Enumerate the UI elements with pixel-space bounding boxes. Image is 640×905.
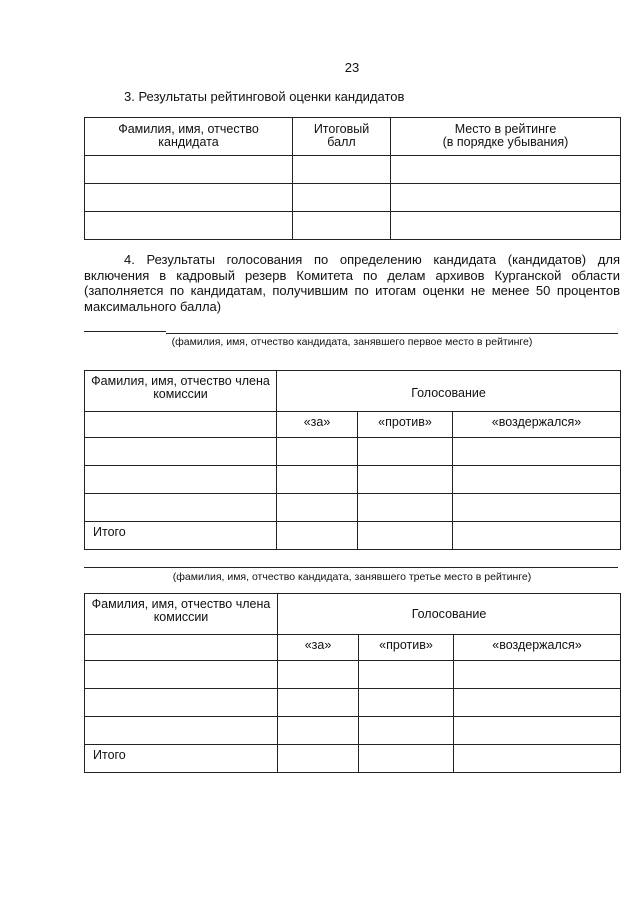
table-row: [85, 661, 621, 689]
vote-table-first: [84, 370, 621, 550]
table-row: [85, 156, 621, 184]
table-row: [85, 184, 621, 212]
header-rating-place: Место в рейтинге (в порядке убывания): [391, 118, 621, 156]
table-row: [85, 717, 621, 745]
name-line-third: [84, 567, 618, 568]
header-for: «за»: [278, 635, 359, 661]
header-abstained: «воздержался»: [454, 635, 621, 661]
total-label: Итого: [85, 522, 277, 550]
header-candidate-name: Фамилия, имя, отчество кандидата: [85, 118, 293, 156]
caption-third-place: (фамилия, имя, отчество кандидата, занявшего третье место в рейтинге): [172, 571, 532, 583]
table-row-total: [85, 745, 621, 773]
rating-table: [84, 117, 621, 240]
header-total-score: Итоговый балл: [293, 118, 391, 156]
section-4-paragraph: 4. Результаты голосования по определению кандидата (кандидатов) для включения в кадровый резерв Комитета по делам архивов Курганской области (заполняется по кандидатам, получившим по итогам оценки не менее 50 процентов максимального балла): [84, 252, 620, 314]
table-row: [85, 494, 621, 522]
header-for: «за»: [277, 412, 358, 438]
header-voting: Голосование: [277, 371, 621, 412]
caption-first-place: (фамилия, имя, отчество кандидата, занявшего первое место в рейтинге): [171, 336, 533, 348]
section-3-heading: 3. Результаты рейтинговой оценки кандидатов: [124, 89, 405, 104]
name-line-long: [166, 333, 618, 334]
header-against: «против»: [358, 412, 453, 438]
name-line-short: [84, 331, 166, 332]
table-row: [85, 689, 621, 717]
header-voting: Голосование: [278, 594, 621, 635]
header-against: «против»: [359, 635, 454, 661]
header-abstained: «воздержался»: [453, 412, 621, 438]
page-number: 23: [344, 60, 360, 75]
table-row: [85, 466, 621, 494]
table-row: [85, 212, 621, 240]
table-row-total: [85, 522, 621, 550]
total-label: Итого: [85, 745, 278, 773]
header-member-name: Фамилия, имя, отчество члена комиссии: [85, 594, 278, 635]
header-member-name: Фамилия, имя, отчество члена комиссии: [85, 371, 277, 412]
table-row: [85, 438, 621, 466]
vote-table-third: [84, 593, 621, 773]
